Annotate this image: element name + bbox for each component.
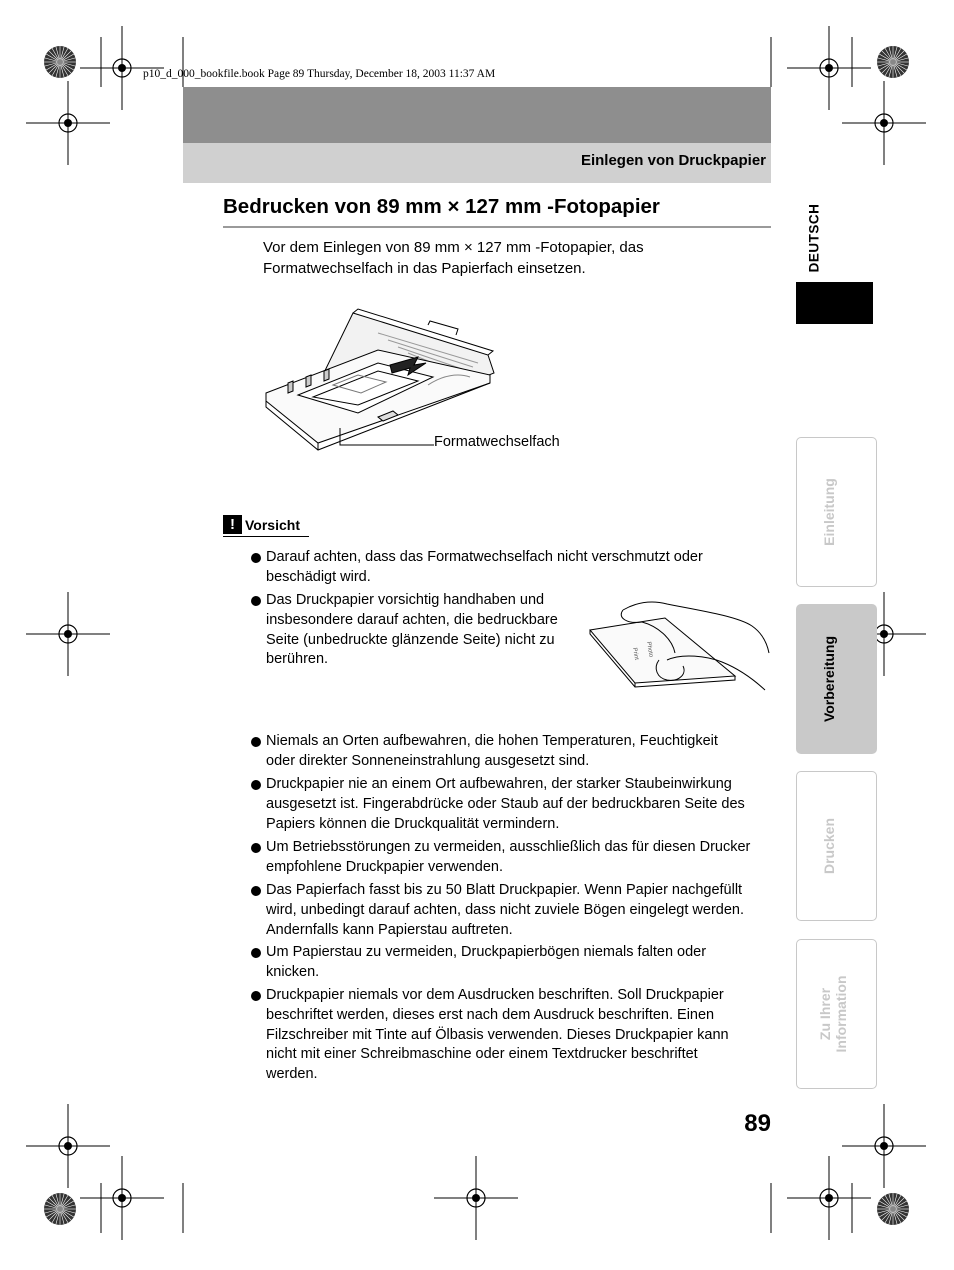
section-title: Einlegen von Druckpapier	[580, 152, 766, 169]
caution-heading	[223, 515, 300, 534]
tab-vorbereitung[interactable]	[796, 604, 877, 754]
star-center	[57, 59, 63, 65]
list-item-line: Papiers können die Druckqualität vermindern.	[266, 815, 560, 832]
list-item-line: Um Betriebsstörungen zu vermeiden, ausschließlich das für diesen Drucker	[266, 839, 751, 855]
list-item-line: insbesondere darauf achten, die bedruckbare	[266, 611, 558, 628]
language-marker-block	[796, 282, 873, 324]
page-number: 89	[744, 1110, 771, 1137]
list-item-line: Druckpapier niemals vor dem Ausdrucken beschriften. Soll Druckpapier	[266, 987, 724, 1003]
intro-line: Formatwechselfach in das Papierfach einsetzen.	[263, 260, 586, 277]
bullet-icon	[251, 553, 261, 563]
crop-dot	[472, 1194, 480, 1202]
list-item-line: werden.	[266, 1066, 318, 1083]
list-item-line: Niemals an Orten aufbewahren, die hohen Temperaturen, Feuchtigkeit	[266, 733, 718, 749]
list-item-line: beschriftet werden, dieses erst nach dem Ausdruck beschriften. Einen	[266, 1006, 715, 1023]
list-item-line: Das Druckpapier vorsichtig handhaben und	[266, 592, 545, 608]
crop-dot	[64, 119, 72, 127]
caution-label: Vorsicht	[245, 516, 300, 533]
crop-dot	[880, 630, 888, 638]
list-item-line: nicht mit einer Schreibmaschine oder einem Textdrucker beschriftet	[266, 1046, 698, 1063]
list-item-line: Das Papierfach fasst bis zu 50 Blatt Druckpapier. Wenn Papier nachgefüllt	[266, 882, 743, 898]
list-item-line: Um Papierstau zu vermeiden, Druckpapierbögen niemals falten oder	[266, 944, 707, 960]
bullet-icon	[251, 948, 261, 958]
list-item-line: oder direkter Sonneneinstrahlung ausgesetzt sind.	[266, 752, 590, 769]
list-item	[251, 732, 771, 772]
list-item	[251, 943, 771, 983]
list-item	[251, 881, 771, 940]
language-label: DEUTSCH	[806, 203, 822, 272]
sidebar-language-label	[796, 195, 832, 280]
intro-paragraph	[263, 237, 743, 279]
list-item	[251, 986, 771, 1085]
list-item-line: beschädigt wird.	[266, 568, 371, 585]
star-center	[890, 1206, 896, 1212]
list-item-line: Andernfalls kann Papierstau auftreten.	[266, 921, 513, 938]
crop-dot	[825, 1194, 833, 1202]
bullet-icon	[251, 886, 261, 896]
bullet-icon	[251, 737, 261, 747]
list-item-line: Darauf achten, dass das Formatwechselfach nicht verschmutzt oder	[266, 549, 703, 565]
list-item	[251, 838, 771, 878]
list-item-line: Filzschreiber mit Tinte auf Ölbasis verwenden. Dieses Druckpapier kann	[266, 1026, 729, 1043]
tab-label: Zu Ihrer Information	[816, 975, 849, 1053]
star-center	[890, 59, 896, 65]
list-item-line: berühren.	[266, 651, 329, 668]
intro-line: Vor dem Einlegen von 89 mm × 127 mm -Fotopapier, das	[263, 239, 644, 256]
list-item-line: knicken.	[266, 963, 320, 980]
crop-dot	[880, 1142, 888, 1150]
list-item	[251, 591, 581, 670]
figure-label: Formatwechselfach	[434, 434, 560, 450]
crop-dot	[825, 64, 833, 72]
list-item-line: empfohlene Druckpapier verwenden.	[266, 858, 503, 875]
book-info: p10_d_000_bookfile.book Page 89 Thursday, December 18, 2003 11:37 AM	[143, 68, 496, 80]
bullet-icon	[251, 780, 261, 790]
hand-holding-paper-illustration	[587, 598, 771, 694]
tab-drucken[interactable]	[796, 771, 877, 921]
bullet-icon	[251, 596, 261, 606]
page-heading: Bedrucken von 89 mm × 127 mm -Fotopapier	[223, 195, 660, 218]
list-item-line: ausgesetzt ist. Fingerabdrücke oder Staub auf der bedruckbaren Seite des	[266, 795, 745, 812]
list-item-line: wird, unbedingt darauf achten, dass nicht zuviele Bögen eingelegt werden.	[266, 901, 745, 918]
star-center	[57, 1206, 63, 1212]
tab-label: Vorbereitung	[820, 635, 837, 723]
tab-einleitung[interactable]	[796, 437, 877, 587]
crop-dot	[118, 64, 126, 72]
list-item-line: Seite (unbedruckte glänzende Seite) nicht zu	[266, 631, 555, 648]
bullet-icon	[251, 991, 261, 1001]
tab-label: Einleitung	[820, 478, 837, 546]
list-item	[251, 548, 771, 588]
bullet-icon	[251, 843, 261, 853]
list-item-line: Druckpapier nie an einem Ort aufbewahren, der starker Staubeinwirkung	[266, 776, 732, 792]
heading-rule	[223, 226, 771, 228]
tab-zu-ihrer-information[interactable]	[796, 939, 877, 1089]
exclamation-icon: !	[223, 515, 242, 534]
crop-dot	[64, 1142, 72, 1150]
tab-label: Drucken	[820, 817, 837, 875]
crop-dot	[880, 119, 888, 127]
svg-text:Print: Print	[631, 647, 640, 661]
crop-dot	[64, 630, 72, 638]
crop-dot	[118, 1194, 126, 1202]
paper-tray-illustration	[258, 305, 498, 455]
list-item	[251, 775, 771, 834]
caution-rule	[223, 536, 309, 537]
svg-text:Photo: Photo	[645, 641, 654, 658]
header-band	[183, 87, 771, 143]
